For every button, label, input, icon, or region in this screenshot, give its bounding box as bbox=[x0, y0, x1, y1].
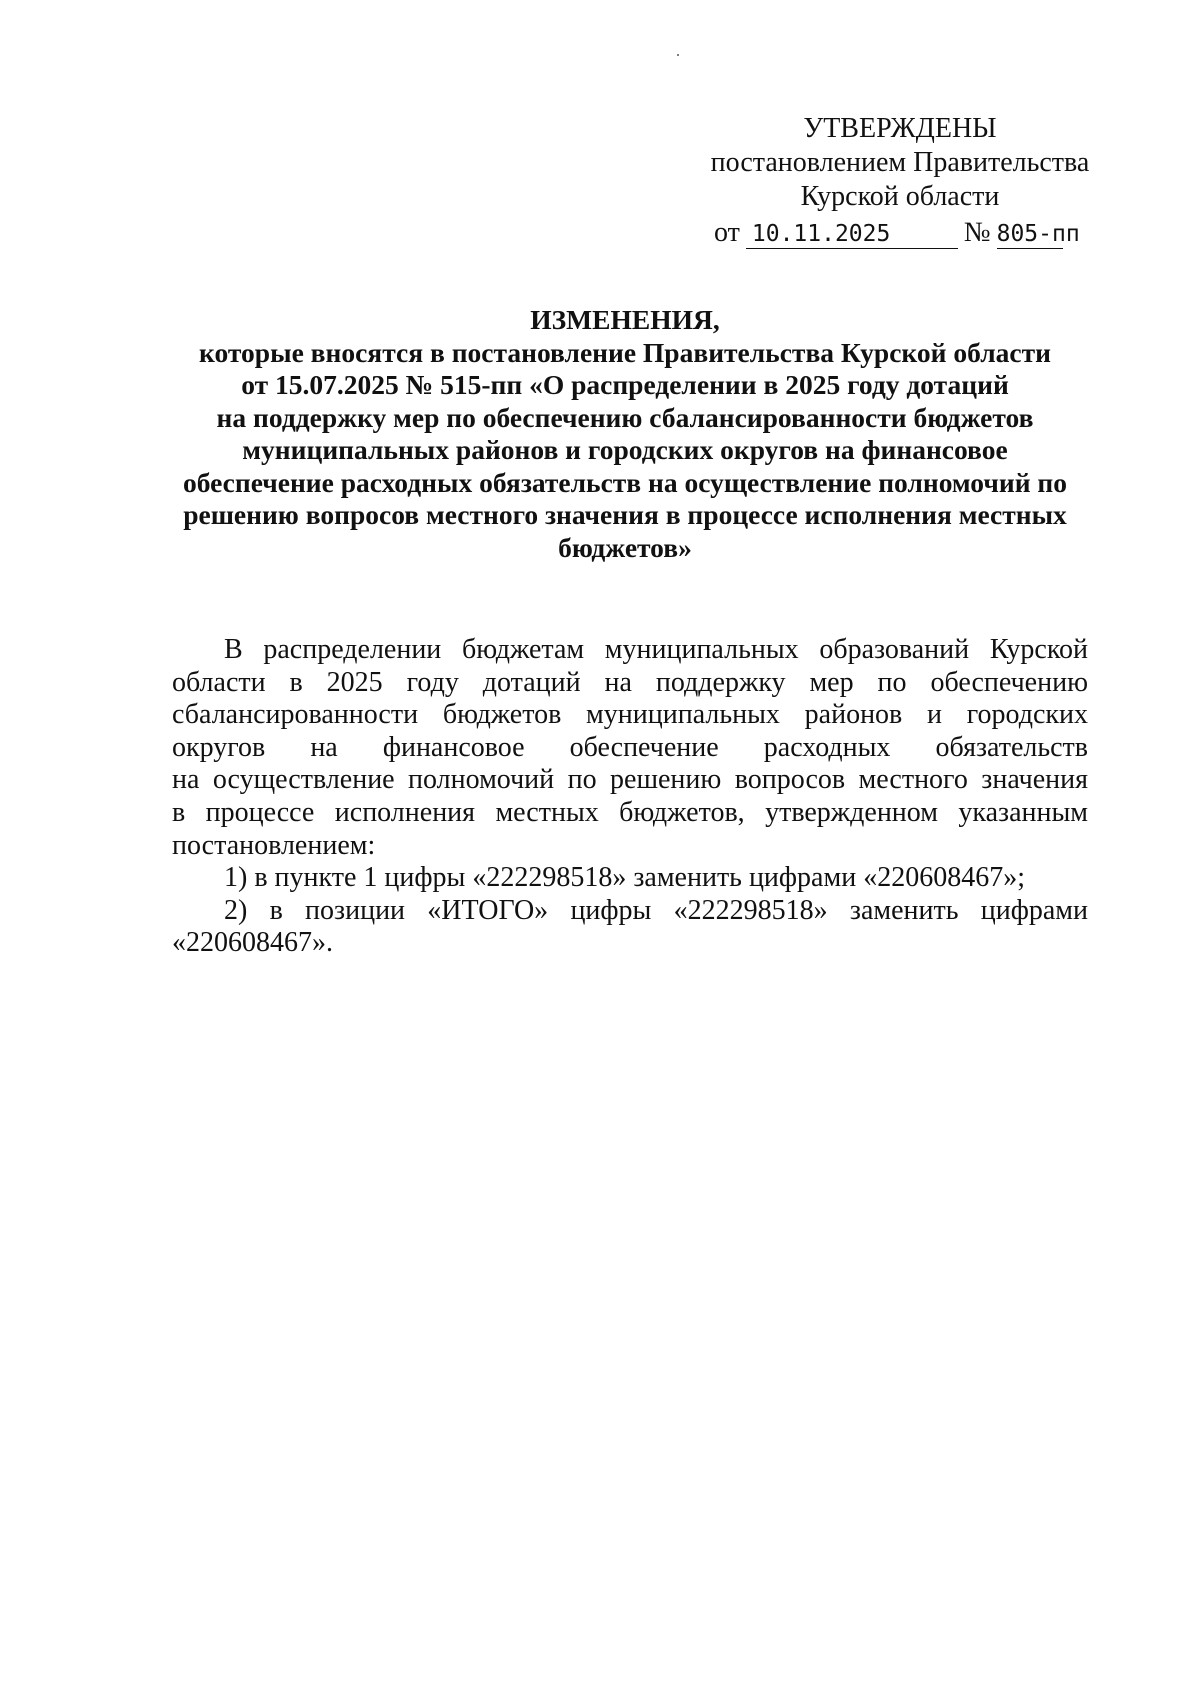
title-line-4: муниципальных районов и городских округов на финансовое bbox=[242, 434, 1008, 465]
document-heading: ИЗМЕНЕНИЯ, bbox=[530, 304, 720, 335]
number-value-field: 805-пп bbox=[996, 221, 1080, 247]
approval-date-line bbox=[690, 216, 1110, 250]
title-line-2: от 15.07.2025 № 515-пп «О распределении в 2025 году дотаций bbox=[241, 369, 1009, 400]
scan-speck bbox=[677, 54, 679, 56]
approval-line-1: постановлением Правительства bbox=[710, 147, 1090, 178]
title-line-1: которые вносятся в постановление Правительства Курской области bbox=[199, 336, 1051, 368]
paragraph-line-5: на осуществление полномочий по решению вопросов местного значения bbox=[172, 764, 1088, 796]
approval-stamp-block bbox=[690, 112, 1110, 250]
date-value-field: 10.11.2025 bbox=[746, 220, 958, 249]
list-item-2-line-1: 2) в позиции «ИТОГО» цифры «222298518» заменить цифрами bbox=[224, 894, 1088, 926]
title-line-5: обеспечение расходных обязательств на осуществление полномочий по bbox=[182, 466, 1068, 498]
date-prefix: от bbox=[714, 217, 740, 248]
paragraph-line-3: сбалансированности бюджетов муниципальных районов и городских bbox=[172, 699, 1088, 731]
document-title-block bbox=[160, 304, 1090, 564]
paragraph-line-1: В распределении бюджетам муниципальных образований Курской bbox=[224, 634, 1088, 665]
approval-title: УТВЕРЖДЕНЫ bbox=[803, 113, 997, 144]
approval-line-2: Курской области bbox=[800, 181, 1000, 212]
list-item-1: 1) в пункте 1 цифры «222298518» заменить цифрами «220608467»; bbox=[224, 862, 1025, 894]
number-prefix: № bbox=[963, 217, 991, 248]
paragraph-line-6: в процессе исполнения местных бюджетов, утвержденном указанным bbox=[172, 796, 1088, 828]
paragraph-line-7: постановлением: bbox=[172, 829, 376, 861]
list-item-2-line-2: «220608467». bbox=[172, 927, 333, 959]
paragraph-line-2: области в 2025 году дотаций на поддержку мер по обеспечению bbox=[172, 666, 1088, 698]
paragraph-line-4: округов на финансовое обеспечение расходных обязательств bbox=[172, 731, 1088, 763]
title-line-7: бюджетов» bbox=[558, 531, 692, 563]
title-line-6: решению вопросов местного значения в процессе исполнения местных bbox=[183, 499, 1067, 530]
document-body bbox=[172, 634, 1088, 960]
title-line-3: на поддержку мер по обеспечению сбалансированности бюджетов bbox=[216, 401, 1034, 433]
